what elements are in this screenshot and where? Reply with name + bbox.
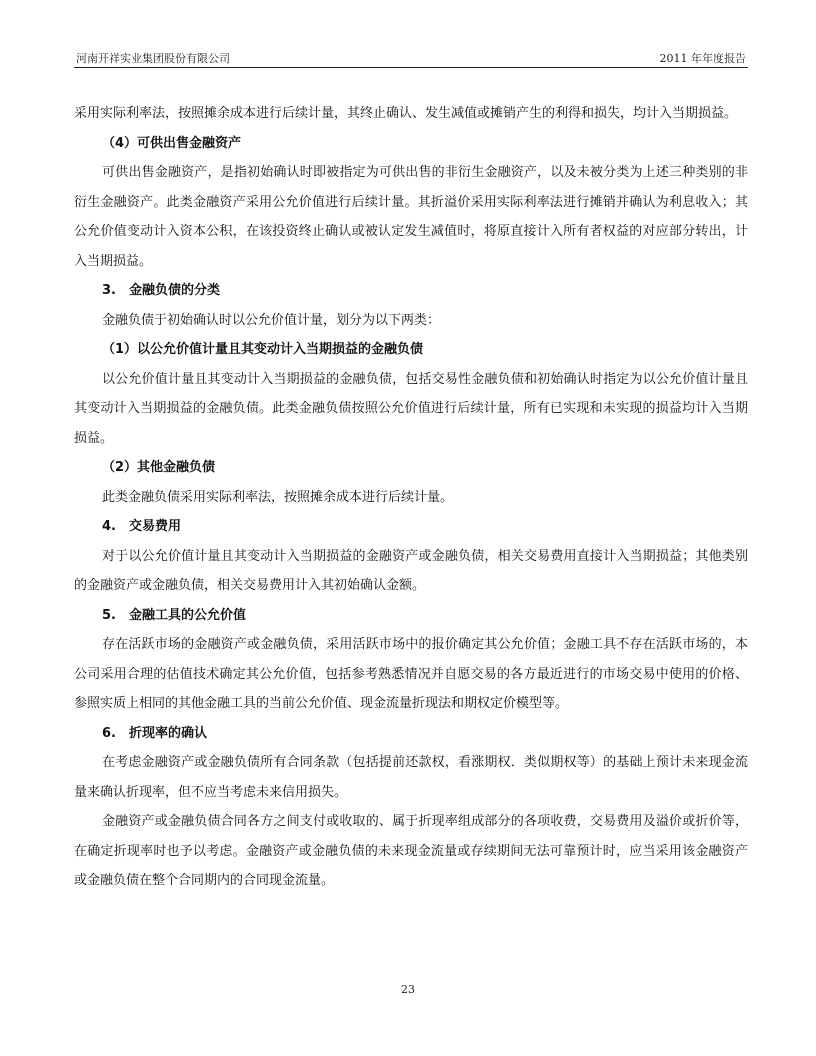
paragraph-discount-rate-2: 金融资产或金融负债合同各方之间支付或收取的、属于折现率组成部分的各项收费，交易费用及溢价或折价等，在确定折现率时也予以考虑。金融资产或金融负债的未来现金流量或存续期间无法可靠预计时，应当采用该金融资产或金融负债在整个合同期内的合同现金流量。 — [74, 814, 748, 888]
header-divider — [74, 67, 748, 68]
page-header — [74, 50, 748, 66]
header-company-name: 河南开祥实业集团股份有限公司 — [76, 52, 230, 65]
heading-fair-value: 5. 金融工具的公允价值 — [102, 607, 246, 623]
paragraph-transaction-costs: 对于以公允价值计量且其变动计入当期损益的金融资产或金融负债，相关交易费用直接计入当期损益；其他类别的金融资产或金融负债，相关交易费用计入其初始确认金额。 — [74, 548, 748, 593]
paragraph-discount-rate-1: 在考虑金融资产或金融负债所有合同条款（包括提前还款权，看涨期权．类似期权等）的基础上预计未来现金流量来确认折现率，但不应当考虑未来信用损失。 — [74, 755, 748, 800]
paragraph-other-liabilities: 此类金融负债采用实际利率法，按照摊余成本进行后续计量。 — [102, 489, 454, 505]
page-number: 23 — [401, 983, 415, 996]
paragraph-fvtpl-liabilities: 以公允价值计量且其变动计入当期损益的金融负债，包括交易性金融负债和初始确认时指定为以公允价值计量且其变动计入当期损益的金融负债。此类金融负债按照公允价值进行后续计量，所有已实现和未实现的损益均计入当期损益。 — [74, 371, 748, 446]
paragraph-liabilities-intro: 金融负债于初始确认时以公允价值计量，划分为以下两类： — [102, 312, 441, 328]
heading-financial-liabilities-classification: 3. 金融负债的分类 — [102, 283, 220, 298]
paragraph-continuation: 采用实际利率法，按照摊余成本进行后续计量，其终止确认、发生减值或摊销产生的利得和损失，均计入当期损益。 — [74, 106, 738, 121]
heading-available-for-sale-assets: （4）可供出售金融资产 — [102, 135, 242, 151]
heading-transaction-costs: 4. 交易费用 — [102, 519, 181, 534]
heading-other-liabilities: （2）其他金融负债 — [102, 460, 216, 475]
paragraph-fair-value: 存在活跃市场的金融资产或金融负债，采用活跃市场中的报价确定其公允价值；金融工具不存在活跃市场的，本公司采用合理的估值技术确定其公允价值，包括参考熟悉情况并自愿交易的各方最近进行的市场交易中使用的价格、参照实质上相同的其他金融工具的当前公允价值、现金流量折现法和期权定价模型等。 — [74, 637, 748, 711]
header-report-title: 2011 年年度报告 — [659, 52, 746, 65]
paragraph-available-for-sale: 可供出售金融资产，是指初始确认时即被指定为可供出售的非衍生金融资产，以及未被分类为上述三种类别的非衍生金融资产。此类金融资产采用公允价值进行后续计量。其折溢价采用实际利率法进行摊销并确认为利息收入；其公允价值变动计入资本公积，在该投资终止确认或被认定发生减值时，将原直接计入所有者权益的对应部分转出，计入当期损益。 — [74, 165, 748, 269]
page-body — [74, 99, 748, 896]
heading-fvtpl-liabilities: （1）以公允价值计量且其变动计入当期损益的金融负债 — [102, 342, 424, 357]
heading-discount-rate: 6. 折现率的确认 — [102, 725, 207, 741]
